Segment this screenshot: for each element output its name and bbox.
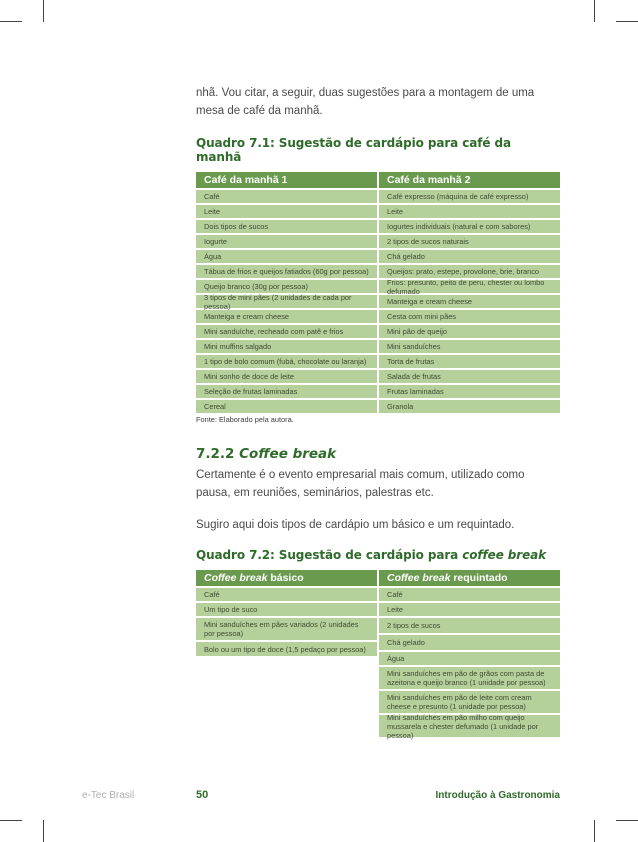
- quadro2-col2-header-italic: Coffee break: [387, 572, 451, 584]
- quadro1-col2-header: Café da manhã 2: [379, 172, 560, 188]
- crop-mark: [616, 820, 638, 821]
- table-cell: Salada de frutas: [379, 370, 560, 383]
- table-cell: Mini sonho de doce de leite: [196, 370, 377, 383]
- table-cell: Mini sanduíches em pão de grãos com pasta de azeitona e queijo branco (1 unidade por pessoa): [379, 667, 560, 689]
- intro-paragraph: nhã. Vou citar, a seguir, duas sugestões para a montagem de uma mesa de café da manhã.: [196, 87, 535, 117]
- table-cell: Café: [196, 588, 377, 601]
- table-cell: Água: [379, 652, 560, 665]
- table-cell: Queijo branco (30g por pessoa): [196, 280, 377, 293]
- table-cell: Mini muffins salgado: [196, 340, 377, 353]
- table-cell: Dois tipos de sucos: [196, 220, 377, 233]
- table-cell: 2 tipos de sucos: [379, 618, 560, 633]
- quadro1-table: [196, 172, 560, 413]
- table-cell: Bolo ou um tipo de doce (1,5 pedaço por pessoa): [196, 642, 377, 656]
- table-cell: Mini sanduíches em pão de leite com cream cheese e presunto (1 unidade por pessoa): [379, 691, 560, 713]
- section-number: 7.2.2: [196, 446, 235, 462]
- quadro2-table: [196, 570, 560, 740]
- table-cell: Mini sanduíches em pão milho com queijo mussarela e chester defumado (1 unidade por pessoa): [379, 715, 560, 737]
- table-cell: Mini sanduíches: [379, 340, 560, 353]
- table-cell: Torta de frutas: [379, 355, 560, 368]
- crop-mark: [43, 0, 44, 22]
- table-cell: Café expresso (máquina de café expresso): [379, 190, 560, 203]
- table-cell: 3 tipos de mini pães (2 unidades de cada por pessoa): [196, 295, 377, 308]
- quadro2-col2-header: [379, 570, 560, 586]
- quadro2-title-text: Quadro 7.2: Sugestão de cardápio para: [196, 548, 463, 562]
- crop-mark: [0, 21, 22, 22]
- table-cell: 1 tipo de bolo comum (fubá, chocolate ou laranja): [196, 355, 377, 368]
- quadro1-title: Quadro 7.1: Sugestão de cardápio para café da manhã: [196, 136, 511, 164]
- table-cell: Chá gelado: [379, 250, 560, 263]
- quadro1-column-2: [379, 172, 560, 413]
- crop-mark: [594, 820, 595, 842]
- table-cell: Tábua de frios e queijos fatiados (60g por pessoa): [196, 265, 377, 278]
- quadro1-column-1: [196, 172, 377, 413]
- table-cell: Um tipo de suco: [196, 603, 377, 616]
- paragraph-2: Sugiro aqui dois tipos de cardápio um básico e um requintado.: [196, 519, 515, 531]
- footer-left: e-Tec Brasil: [82, 790, 135, 801]
- table-cell: Manteiga e cream cheese: [196, 310, 377, 323]
- table-cell: Cesta com mini pães: [379, 310, 560, 323]
- table-cell: Mini sanduíche, recheado com patê e frios: [196, 325, 377, 338]
- table-cell: Iogurte: [196, 235, 377, 248]
- table-cell: Manteiga e cream cheese: [379, 295, 560, 308]
- table-cell: Iogurtes individuais (natural e com sabores): [379, 220, 560, 233]
- footer-right: Introdução à Gastronomia: [435, 790, 560, 801]
- table-cell: Frios: presunto, peito de peru, chester ou lombo defumado: [379, 280, 560, 293]
- quadro2-column-1: [196, 570, 377, 737]
- table-cell: Leite: [379, 205, 560, 218]
- quadro2-column-2: [379, 570, 560, 740]
- page-content: [196, 84, 560, 740]
- crop-mark: [616, 21, 638, 22]
- table-cell: Seleção de frutas laminadas: [196, 385, 377, 398]
- table-cell: Leite: [196, 205, 377, 218]
- quadro2-title-italic: coffee break: [462, 548, 547, 562]
- table-cell: Granola: [379, 400, 560, 413]
- quadro1-source: Fonte: Elaborado pela autora.: [196, 415, 294, 424]
- quadro2-col1-header: [196, 570, 377, 586]
- quadro2-title: [196, 548, 560, 562]
- table-cell: Mini sanduíches em pães variados (2 unidades por pessoa): [196, 618, 377, 640]
- quadro2-col1-header-rest: básico: [267, 572, 304, 584]
- table-cell: Mini pão de queijo: [379, 325, 560, 338]
- table-cell: Café: [379, 588, 560, 601]
- table-cell: Frutas laminadas: [379, 385, 560, 398]
- crop-mark: [594, 0, 595, 22]
- quadro1-col1-header: Café da manhã 1: [196, 172, 377, 188]
- table-cell: Leite: [379, 603, 560, 616]
- paragraph-1: Certamente é o evento empresarial mais comum, utilizado como pausa, em reuniões, seminários, palestras etc.: [196, 469, 525, 499]
- crop-mark: [43, 820, 44, 842]
- crop-mark: [0, 820, 22, 821]
- page-number: 50: [196, 789, 209, 801]
- section-title: Coffee break: [239, 446, 337, 462]
- table-cell: Queijos: prato, estepe, provolone, brie, branco: [379, 265, 560, 278]
- section-heading: [196, 446, 560, 462]
- table-cell: Água: [196, 250, 377, 263]
- table-cell: 2 tipos de sucos naturais: [379, 235, 560, 248]
- table-cell: Café: [196, 190, 377, 203]
- table-cell: Chá gelado: [379, 635, 560, 650]
- table-cell: Cereal: [196, 400, 377, 413]
- quadro2-col2-header-rest: requintado: [450, 572, 508, 584]
- quadro2-col1-header-italic: Coffee break: [204, 572, 268, 584]
